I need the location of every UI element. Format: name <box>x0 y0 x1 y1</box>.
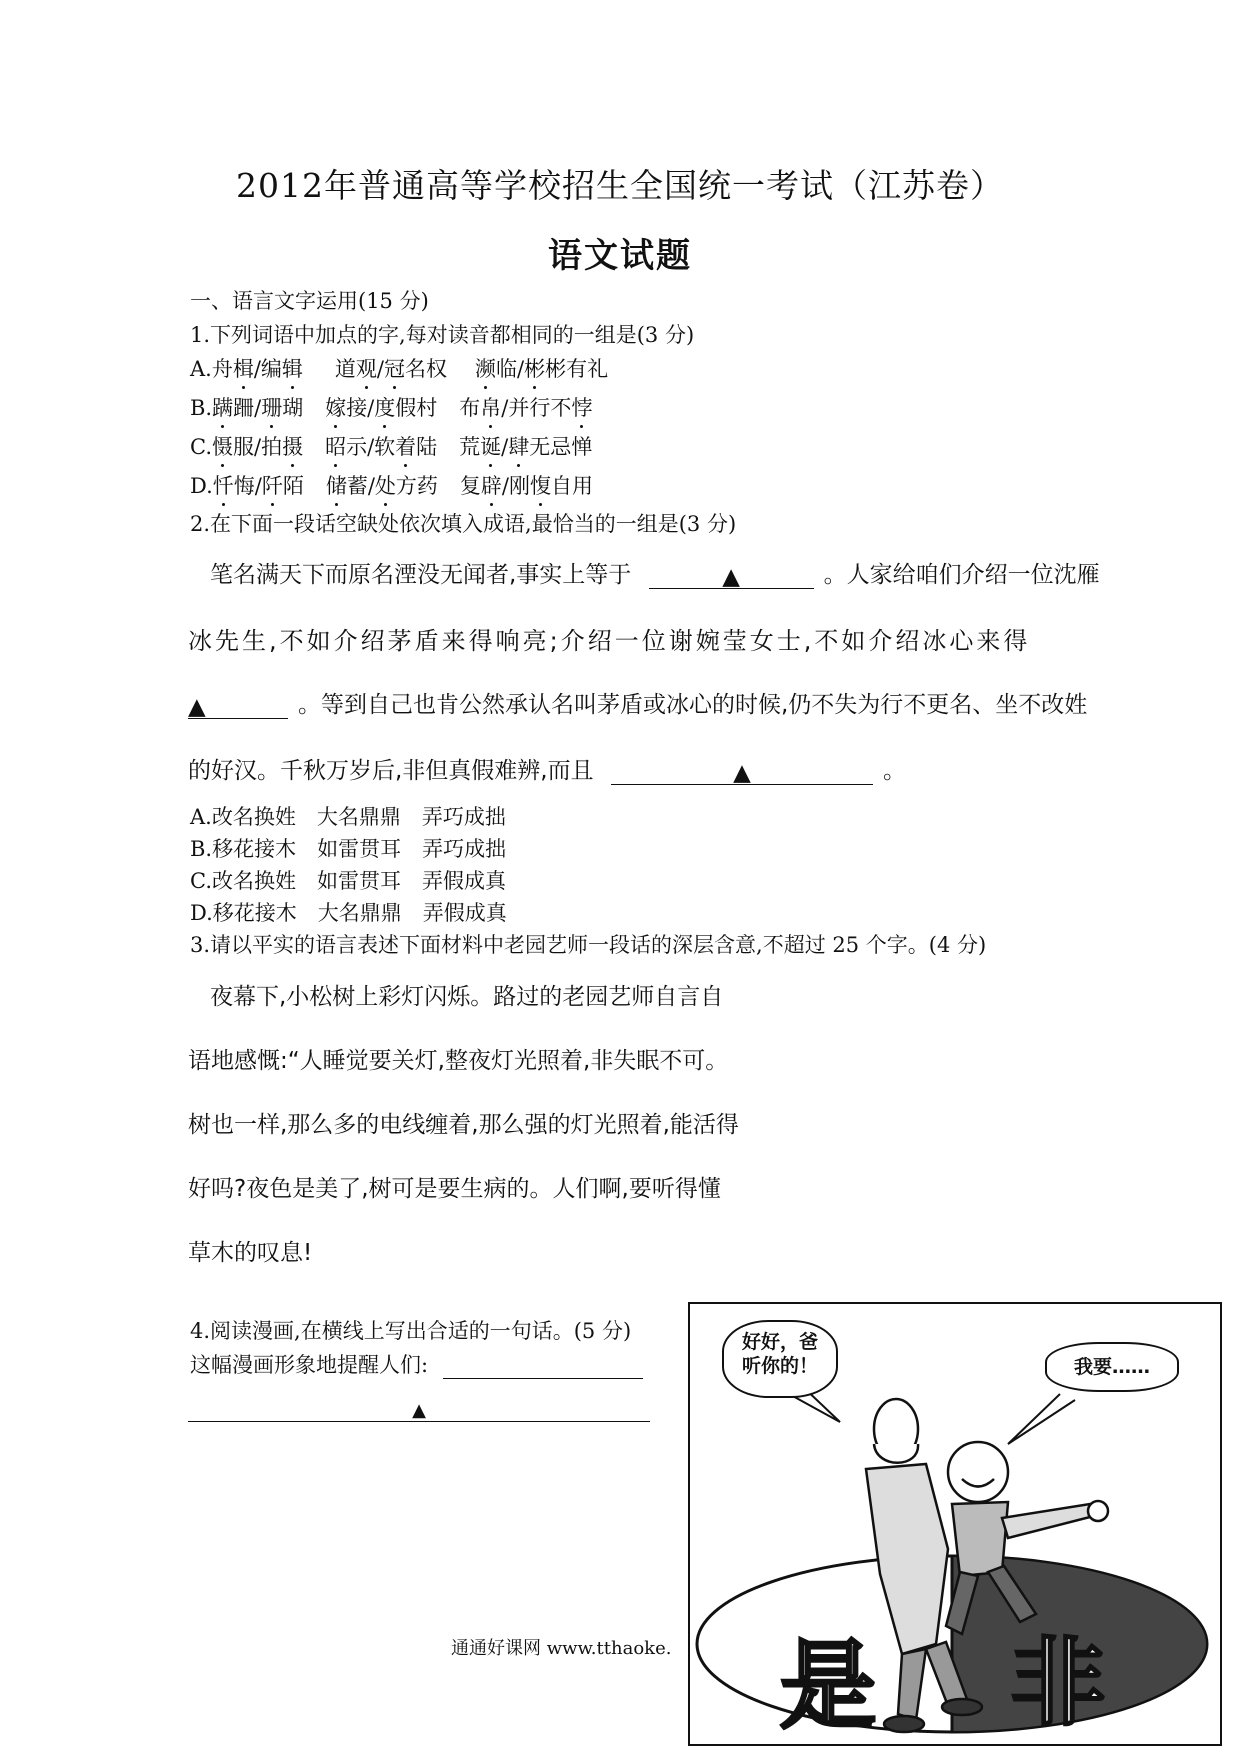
speech-bubble-child: 我要…… <box>1045 1342 1179 1392</box>
question-1-option-a: A.舟楫/编辑 道观/冠名权 濒临/彬彬有礼 <box>190 353 608 383</box>
question-3-material-line-5: 草木的叹息! <box>188 1240 313 1266</box>
cartoon-illustration <box>688 1302 1222 1746</box>
question-2-stem: 2.在下面一段话空缺处依次填入成语,最恰当的一组是(3 分) <box>190 512 737 536</box>
footer-watermark: 通通好课网 www.tthaoke. <box>451 1638 672 1659</box>
paper-subject-title: 语文试题 <box>548 236 692 276</box>
question-1-stem: 1.下列词语中加点的字,每对读音都相同的一组是(3 分) <box>190 323 695 347</box>
question-2-option-c: C.改名换姓 如雷贯耳 弄假成真 <box>190 869 506 893</box>
exam-title: 2012年普通高等学校招生全国统一考试（江苏卷） <box>236 166 1004 205</box>
question-3-material-line-4: 好吗?夜色是美了,树可是要生病的。人们啊,要听得懂 <box>188 1176 721 1202</box>
question-1-option-d: D.忏悔/阡陌 储蓄/处方药 复辟/刚愎自用 <box>190 470 593 500</box>
question-2-passage-line-2: 冰先生,不如介绍茅盾来得响亮;介绍一位谢婉莹女士,不如介绍冰心来得 <box>188 627 1031 655</box>
question-4-prompt: 这幅漫画形象地提醒人们: <box>190 1349 643 1379</box>
question-3-material-line-2: 语地感慨:“人睡觉要关灯,整夜灯光照着,非失眠不可。 <box>188 1048 729 1074</box>
question-3-material-line-1: 夜幕下,小松树上彩灯闪烁。路过的老园艺师自言自 <box>210 984 724 1010</box>
answer-blank-4a[interactable] <box>443 1356 643 1379</box>
question-1-option-b: B.蹒跚/珊瑚 嫁接/度假村 布帛/并行不悖 <box>190 392 592 422</box>
answer-blank-4b[interactable]: ▲ <box>188 1395 650 1422</box>
question-3-stem: 3.请以平实的语言表述下面材料中老园艺师一段话的深层含意,不超过 25 个字。(4 分) <box>190 933 987 957</box>
speech-bubble-father: 好好，爸 听你的！ <box>722 1320 838 1398</box>
answer-blank-2[interactable]: ▲ <box>188 692 288 719</box>
question-2-option-d: D.移花接木 大名鼎鼎 弄假成真 <box>190 901 507 925</box>
question-3-material-line-3: 树也一样,那么多的电线缠着,那么强的灯光照着,能活得 <box>188 1112 739 1138</box>
question-2-option-b: B.移花接木 如雷贯耳 弄巧成拙 <box>190 837 507 861</box>
answer-blank-3[interactable]: ▲ <box>611 758 873 785</box>
answer-blank-1[interactable]: ▲ <box>649 562 814 589</box>
question-2-passage-line-4: 的好汉。千秋万岁后,非但真假难辨,而且 ▲ 。 <box>188 758 906 786</box>
question-4-answer-line[interactable] <box>188 1395 650 1422</box>
question-1-option-c: C.慑服/拍摄 昭示/软着陆 荒诞/肆无忌惮 <box>190 431 592 461</box>
question-2-option-a: A.改名换姓 大名鼎鼎 弄巧成拙 <box>190 805 506 829</box>
question-4-stem: 4.阅读漫画,在横线上写出合适的一句话。(5 分) <box>190 1319 632 1343</box>
cartoon-word-wrong: 非 <box>1010 1627 1106 1739</box>
question-2-passage-line-1: 笔名满天下而原名湮没无闻者,事实上等于 ▲ 。人家给咱们介绍一位沈雁 <box>210 562 1100 590</box>
section-heading: 一、语言文字运用(15 分) <box>190 289 429 313</box>
question-2-passage-line-3: ▲ 。等到自己也肯公然承认名叫茅盾或冰心的时候,仍不失为行不更名、坐不改姓 <box>188 692 1088 720</box>
cartoon-word-right: 是 <box>780 1630 876 1742</box>
